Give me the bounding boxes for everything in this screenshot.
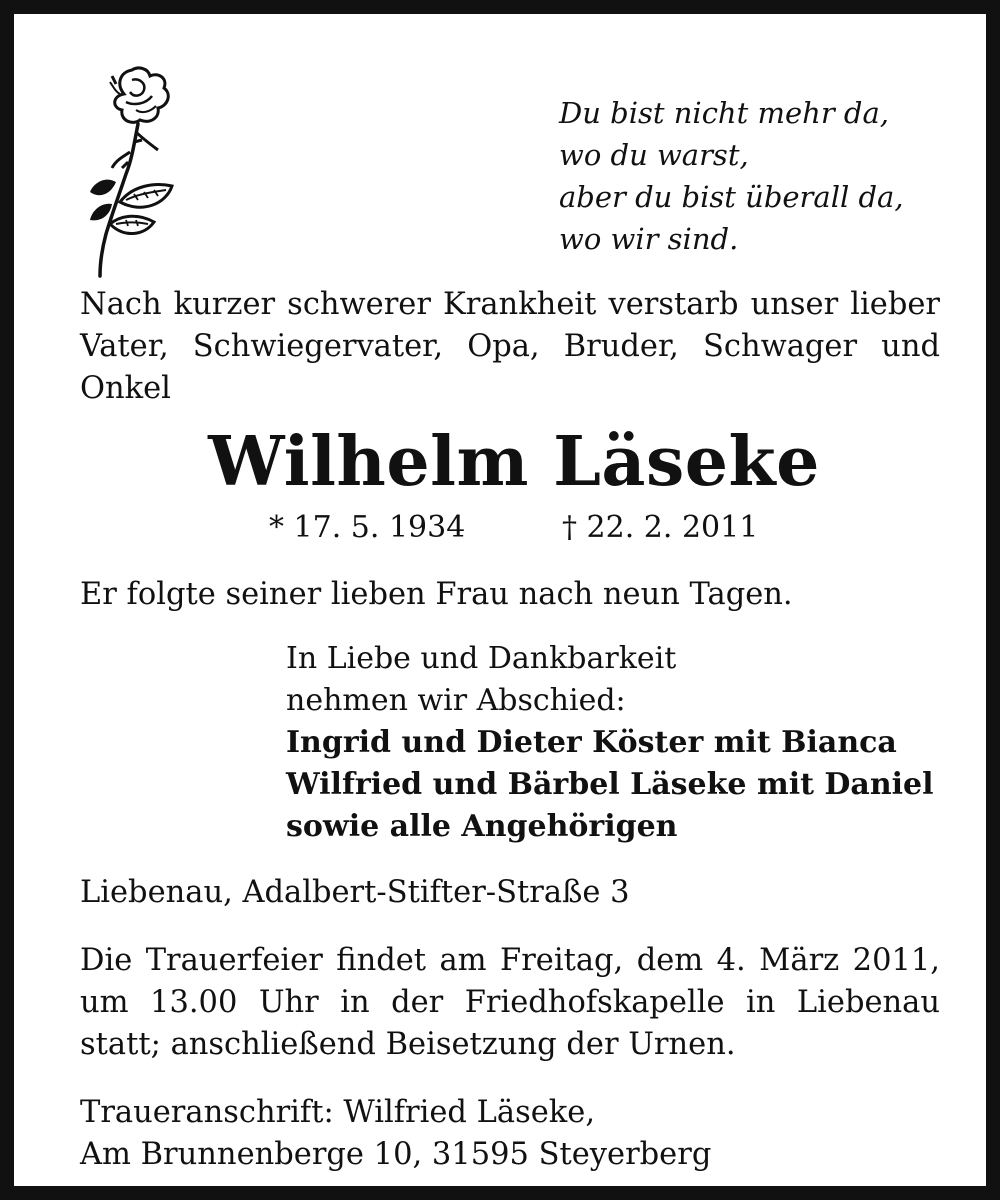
intro-text: Nach kurzer schwerer Krankheit verstarb unser lieber Vater, Schwiegervater, Opa, Bruder, Schwager und Onkel (80, 287, 940, 406)
poem-line: wo du warst, (559, 138, 749, 172)
rose-icon (76, 64, 186, 279)
mourner-name: Wilfried und Bärbel Läseke mit Daniel (286, 767, 934, 802)
mourner-name: Ingrid und Dieter Köster mit Bianca (286, 725, 897, 760)
death-date: † 22. 2. 2011 (562, 510, 759, 545)
condolence-address-line: Am Brunnenberge 10, 31595 Steyerberg (80, 1137, 712, 1172)
mourners-intro-line: In Liebe und Dankbarkeit (286, 641, 677, 676)
family-address: Liebenau, Adalbert-Stifter-Straße 3 (80, 875, 630, 910)
poem-line: aber du bist überall da, (559, 180, 904, 214)
followed-text: Er folgte seiner lieben Frau nach neun Tagen. (80, 577, 793, 612)
deceased-name: Wilhelm Läseke (208, 422, 820, 502)
poem (559, 92, 904, 260)
condolence-address-line: Traueranschrift: Wilfried Läseke, (80, 1095, 596, 1130)
poem-line: wo wir sind. (559, 222, 739, 256)
poem-line: Du bist nicht mehr da, (559, 96, 889, 130)
ceremony-text: Die Trauerfeier findet am Freitag, dem 4. März 2011, um 13.00 Uhr in der Friedhofskapelle in Liebenau statt; anschließend Beisetzung der Urnen. (80, 943, 940, 1062)
mourners-block (286, 638, 934, 848)
birth-date: * 17. 5. 1934 (269, 510, 466, 545)
mourners-intro-line: nehmen wir Abschied: (286, 683, 626, 718)
condolence-address (80, 1092, 711, 1176)
mourner-name: sowie alle Angehörigen (286, 809, 678, 844)
